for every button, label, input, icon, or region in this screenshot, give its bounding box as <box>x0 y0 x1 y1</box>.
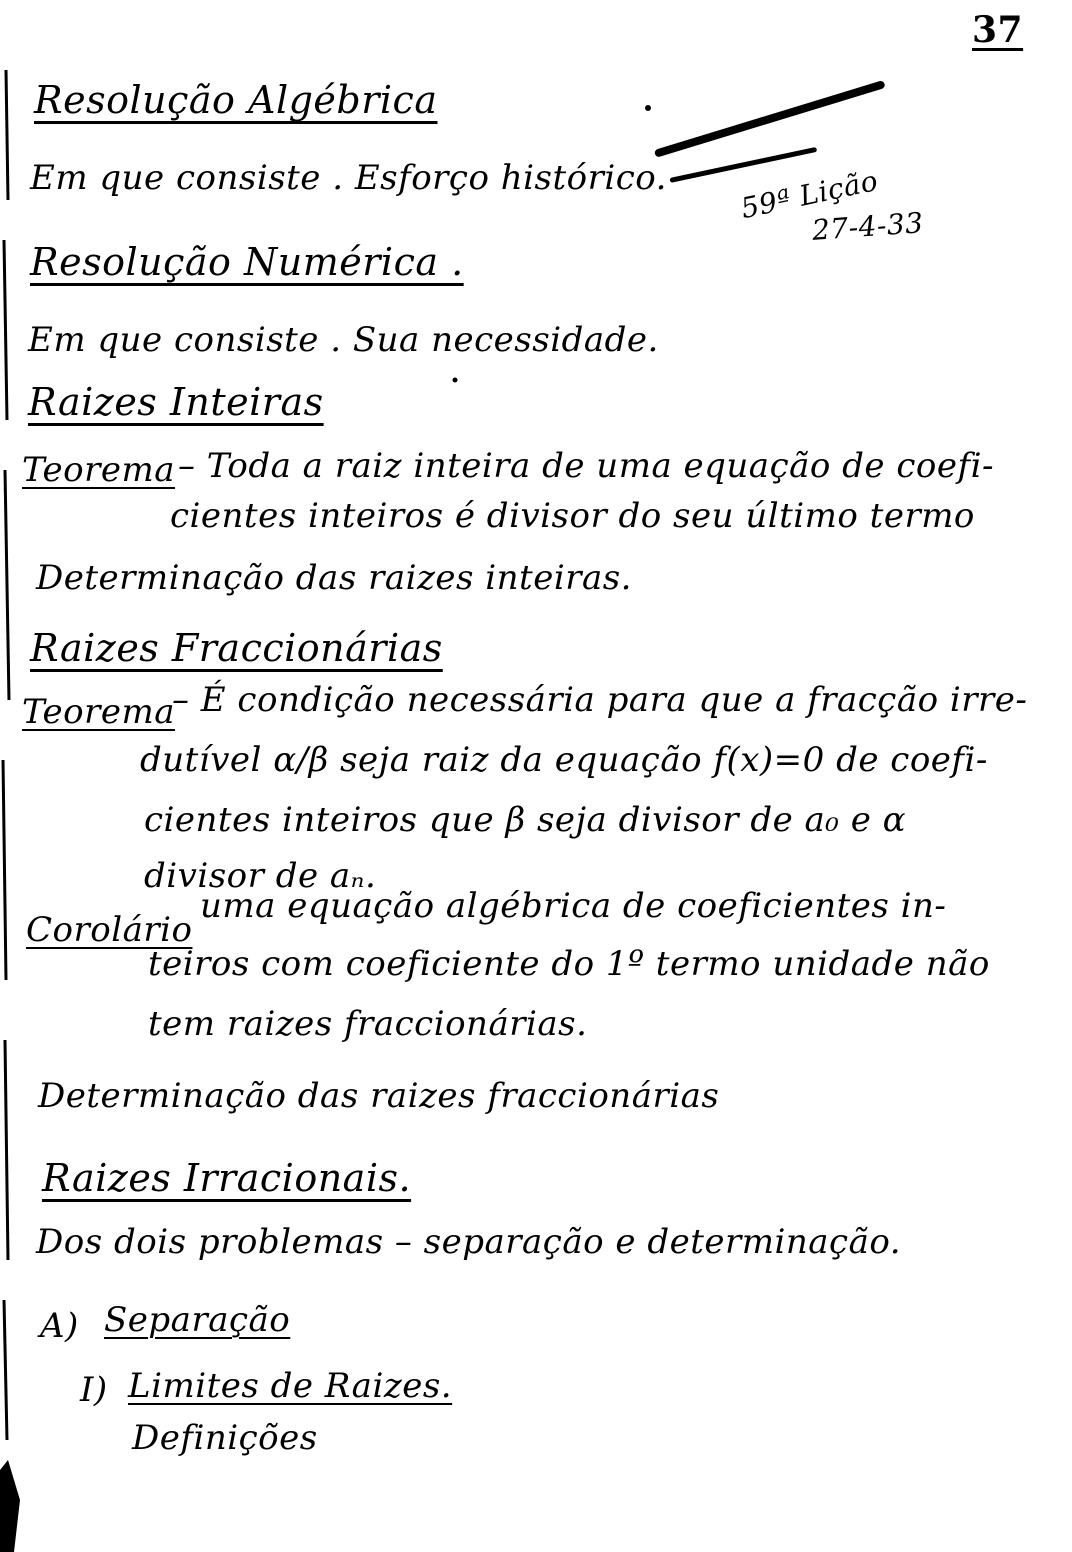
teorema-continuation: dutível α/β seja raiz da equação f(x)=0 de coefi- <box>140 740 988 780</box>
heading-raizes-inteiras: Raizes Inteiras <box>28 380 324 424</box>
heading-resolucao-algebrica: Resolução Algébrica <box>34 78 438 122</box>
corolario-text: uma equação algébrica de coeficientes in- <box>200 886 947 926</box>
margin-note-date: 27-4-33 <box>810 206 925 247</box>
text-line-necessidade: Em que consiste . Sua necessidade. <box>28 320 659 360</box>
teorema-continuation: cientes inteiros é divisor do seu último termo <box>170 496 975 536</box>
heading-raizes-irracionais: Raizes Irracionais. <box>42 1156 412 1200</box>
text-line-dois-problemas: Dos dois problemas – separação e determinação. <box>36 1222 902 1262</box>
teorema-label: Teorema <box>22 450 176 490</box>
teorema-text: – É condição necessária para que a fracção irre- <box>172 680 1028 720</box>
margin-note-lesson: 59ª Lição <box>737 163 881 226</box>
text-line-determinacao-inteiras: Determinação das raizes inteiras. <box>36 558 632 598</box>
section-limites-de-raizes: Limites de Raizes. <box>128 1366 453 1406</box>
corolario-continuation: tem raizes fraccionárias. <box>148 1004 588 1044</box>
heading-raizes-fraccionarias: Raizes Fraccionárias <box>30 626 443 670</box>
section-separacao: Separação <box>104 1300 291 1340</box>
list-marker-a: A) <box>40 1306 79 1346</box>
text-line-determinacao-fraccionarias: Determinação das raizes fraccionárias <box>38 1076 720 1116</box>
teorema-text: – Toda a raiz inteira de uma equação de coefi- <box>178 446 994 486</box>
corolario-continuation: teiros com coeficiente do 1º termo unidade não <box>148 944 990 984</box>
teorema-continuation: divisor de aₙ. <box>144 856 377 896</box>
heading-resolucao-numerica: Resolução Numérica . <box>30 240 464 284</box>
corolario-label: Corolário <box>26 910 193 950</box>
teorema-label: Teorema <box>22 692 176 732</box>
text-line-definicoes: Definições <box>132 1418 318 1458</box>
text-line-esforco-historico: Em que consiste . Esforço histórico. <box>30 158 667 198</box>
list-marker-i: I) <box>80 1370 108 1410</box>
teorema-continuation: cientes inteiros que β seja divisor de a₀ e α <box>144 800 907 840</box>
page-number: 37 <box>972 9 1024 51</box>
